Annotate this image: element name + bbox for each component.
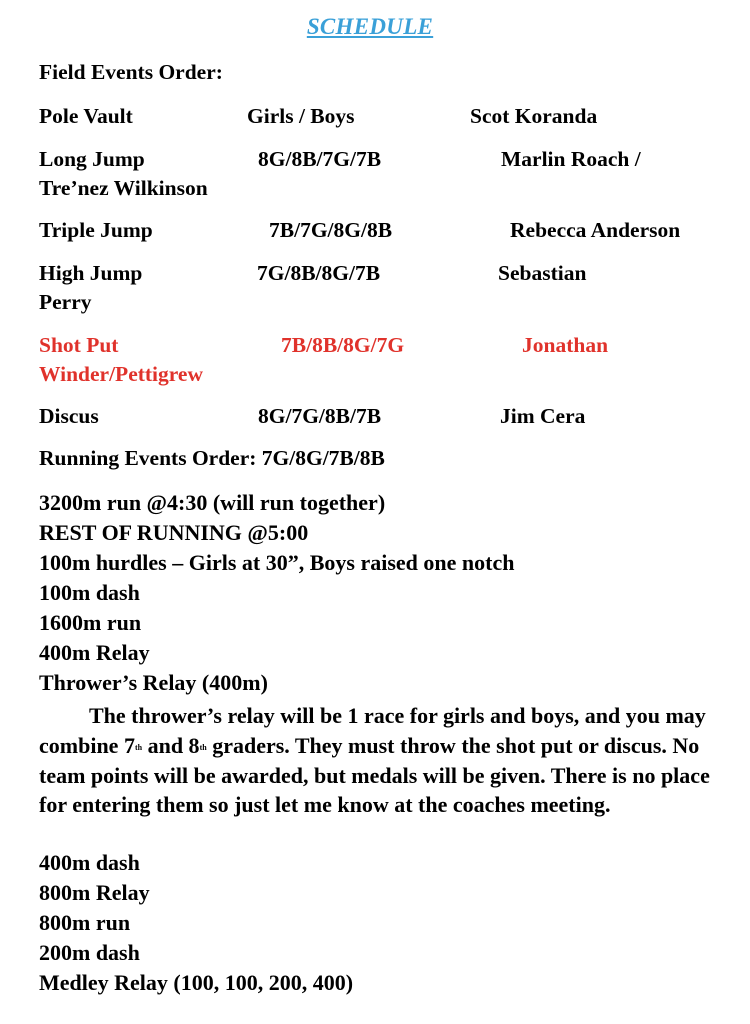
running-event-line: REST OF RUNNING @5:00 <box>39 520 309 545</box>
field-event-row-highlighted <box>39 331 739 389</box>
running-event-line: Thrower’s Relay (400m) <box>39 670 268 695</box>
event-official-continued: Perry <box>39 290 92 314</box>
event-official: Jim Cera <box>500 404 586 428</box>
running-event-line: 800m run <box>39 910 131 935</box>
event-official-continued: Tre’nez Wilkinson <box>39 176 208 200</box>
field-event-row <box>39 145 739 203</box>
running-event-line: 400m dash <box>39 850 140 875</box>
running-event-line: 1600m run <box>39 610 142 635</box>
field-events-heading: Field Events Order: <box>39 60 223 84</box>
event-name: High Jump <box>39 261 143 285</box>
running-events-heading: Running Events Order: 7G/8G/7B/8B <box>39 446 385 470</box>
event-order: 7G/8B/8G/7B <box>257 261 381 285</box>
running-event-line: Medley Relay (100, 100, 200, 400) <box>39 970 354 995</box>
event-official: Marlin Roach / <box>501 147 641 171</box>
event-official: Rebecca Anderson <box>510 218 681 242</box>
event-official: Scot Koranda <box>470 104 598 128</box>
running-event-line: 3200m run @4:30 (will run together) <box>39 490 386 515</box>
running-event-line: 200m dash <box>39 940 140 965</box>
event-official: Jonathan <box>522 333 609 357</box>
field-event-row <box>39 259 739 317</box>
field-event-row <box>39 102 739 131</box>
running-event-line: 400m Relay <box>39 640 150 665</box>
event-name: Pole Vault <box>39 104 133 128</box>
event-order: 8G/8B/7G/7B <box>258 147 382 171</box>
field-event-row <box>39 402 739 431</box>
event-official: Sebastian <box>498 261 587 285</box>
event-order: 8G/7G/8B/7B <box>258 404 382 428</box>
field-event-row <box>39 216 739 245</box>
event-name: Shot Put <box>39 333 119 357</box>
schedule-title: SCHEDULE <box>306 14 434 39</box>
event-order: Girls / Boys <box>247 104 355 128</box>
event-name: Triple Jump <box>39 218 153 242</box>
throwers-relay-note: The thrower’s relay will be 1 race for girls and boys, and you may combine 7th and 8th graders. They must throw the shot put or discus. No team points will be awarded, but medals will be given. There is no place for entering them so just let me know at the coaches meeting. <box>39 703 710 818</box>
running-event-line: 100m hurdles – Girls at 30”, Boys raised one notch <box>39 550 515 575</box>
event-name: Long Jump <box>39 147 145 171</box>
event-order: 7B/8B/8G/7G <box>281 333 405 357</box>
running-event-line: 100m dash <box>39 580 140 605</box>
event-order: 7B/7G/8G/8B <box>269 218 393 242</box>
event-official-continued: Winder/Pettigrew <box>39 362 204 386</box>
running-event-line: 800m Relay <box>39 880 150 905</box>
event-name: Discus <box>39 404 99 428</box>
